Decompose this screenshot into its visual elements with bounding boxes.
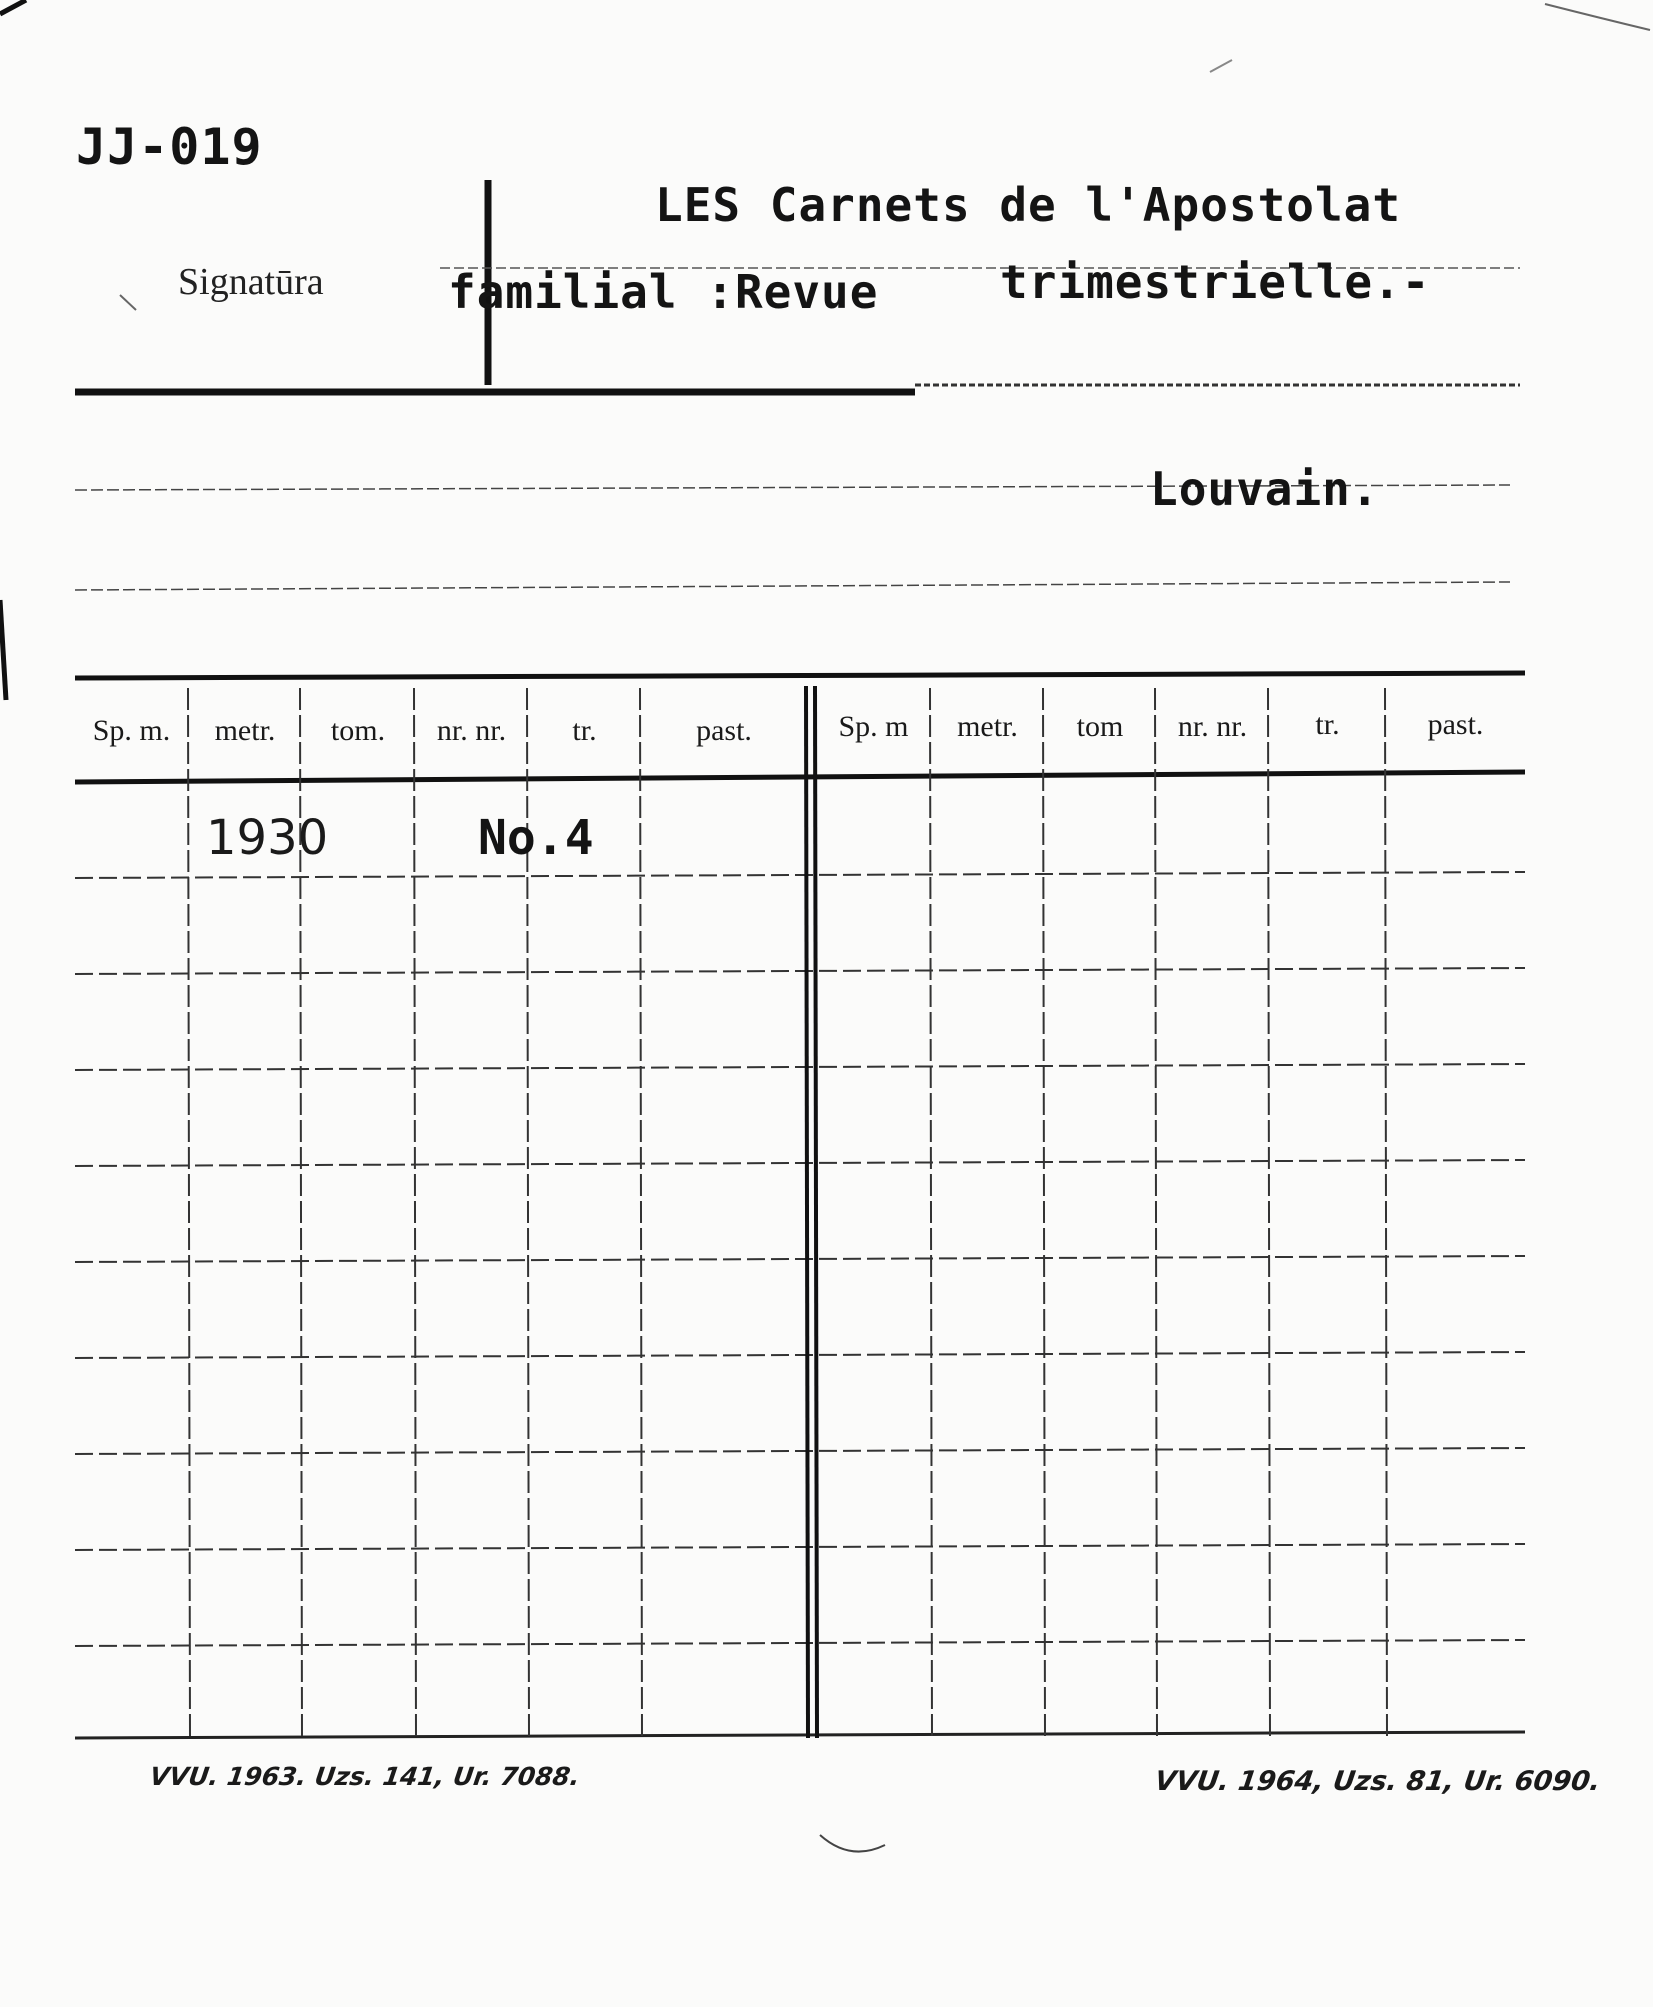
signatura-label: Signatūra [178,261,324,303]
row-1-metr: 1930 [206,810,329,866]
call-number: JJ-019 [76,118,263,176]
row-1-nr-nr: No.4 [478,810,594,866]
header-tom-right: tom [1076,710,1124,743]
handwritten-note-left: VVU. 1963. Uzs. 141, Ur. 7088. [147,1762,582,1791]
handwritten-note-right: VVU. 1964, Uzs. 81, Ur. 6090. [1152,1766,1603,1797]
header-tom-left: tom. [330,714,386,747]
place-of-publication: Louvain. [1150,462,1380,516]
title-line-2b: trimestrielle.- [1000,255,1431,309]
header-past-right: past. [1427,708,1484,741]
title-line-1: LES Carnets de l'Apostolat [655,178,1402,232]
header-sp-m-left: Sp. m. [92,714,171,747]
header-nr-nr-left: nr. nr. [436,714,507,747]
header-tr-left: tr. [572,714,597,747]
title-line-2a: familial :Revue [448,265,879,319]
header-past-left: past. [696,714,752,747]
header-metr-right: metr. [957,710,1018,743]
header-nr-nr-right: nr. nr. [1177,710,1248,743]
header-sp-m-right: Sp. m [838,710,909,743]
header-metr-left: metr. [214,714,276,747]
header-tr-right: tr. [1315,708,1340,741]
